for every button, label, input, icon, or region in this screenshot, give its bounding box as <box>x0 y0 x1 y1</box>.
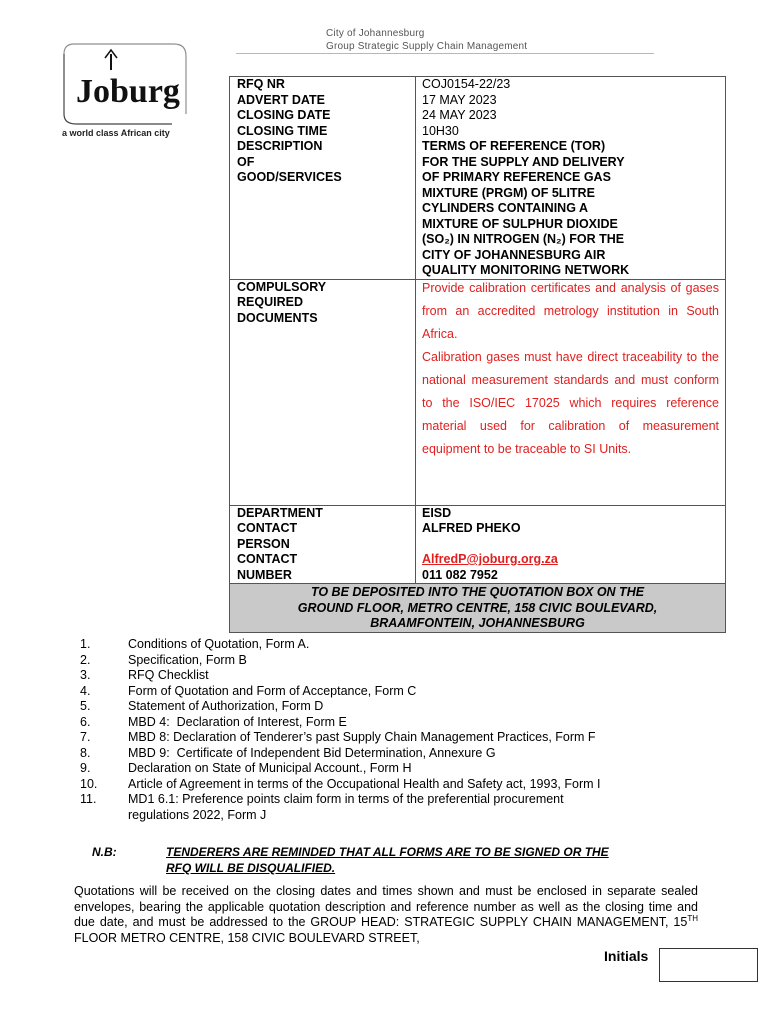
header-divider <box>236 53 654 54</box>
rfq-number-row <box>230 77 725 93</box>
description-line: TERMS OF REFERENCE (TOR) <box>422 139 606 153</box>
list-item-text: Specification, Form B <box>128 652 247 667</box>
department-label: DEPARTMENT <box>230 506 416 522</box>
list-item-text: Declaration on State of Municipal Account., Form H <box>128 761 412 775</box>
closing-date-label: CLOSING DATE <box>230 108 416 124</box>
nb-line: TENDERERS ARE REMINDED THAT ALL FORMS ARE TO BE SIGNED OR THE <box>166 845 609 859</box>
deposit-line: BRAAMFONTEIN, JOHANNESBURG <box>370 616 585 630</box>
list-item-text: RFQ Checklist <box>128 668 209 682</box>
list-item-text: MBD 9: Certificate of Independent Bid Determination, Annexure G <box>128 745 496 760</box>
documents-paragraph: Calibration gases must have direct traceability to the national measurement standards and must conform to the ISO/IEC 17025 which requires reference material used for calibration of measurement equipment to be traceable to SI Units. <box>422 349 719 456</box>
header-city-name: City of Johannesburg <box>326 28 425 39</box>
rfq-number-value: COJ0154-22/23 <box>422 77 511 91</box>
list-item-number: 11. <box>80 792 97 806</box>
required-documents-row <box>230 279 725 505</box>
documents-paragraph: Provide calibration certificates and analysis of gases from an accredited metrology institution in South Africa. <box>422 280 719 341</box>
list-item <box>80 730 688 746</box>
list-item-text: MBD 8: Declaration of Tenderer’s past Supply Chain Management Practices, Form F <box>128 730 596 744</box>
rfq-number-label: RFQ NR <box>230 77 416 93</box>
nb-notice <box>92 845 666 876</box>
department-row <box>230 505 725 522</box>
deposit-line: TO BE DEPOSITED INTO THE QUOTATION BOX ON THE <box>310 585 645 599</box>
paragraph-text-continued: FLOOR METRO CENTRE, 158 CIVIC BOULEVARD STREET, <box>74 930 420 945</box>
deposit-line: GROUND FLOOR, METRO CENTRE, 158 CIVIC BOULEVARD, <box>297 600 658 615</box>
description-line: (SO₂) IN NITROGEN (N₂) FOR THE <box>422 232 625 246</box>
closing-time-row <box>230 124 725 140</box>
list-item-number: 5. <box>80 699 91 713</box>
contact-person-label <box>230 521 416 552</box>
contact-person-row <box>230 521 725 552</box>
closing-date-row <box>230 108 725 124</box>
list-item-text: Conditions of Quotation, Form A. <box>128 637 310 651</box>
list-item-number: 9. <box>80 761 91 775</box>
logo-tagline: a world class African city <box>62 128 170 138</box>
description-label <box>230 139 416 279</box>
list-item <box>80 637 688 653</box>
list-item-line: MD1 6.1: Preference points claim form in terms of the preferential procurement <box>128 792 564 806</box>
required-documents-label <box>230 280 416 505</box>
nb-line: RFQ WILL BE DISQUALIFIED. <box>166 860 336 875</box>
description-line: MIXTURE (PRGM) OF 5LITRE <box>422 185 595 200</box>
list-item-text: Article of Agreement in terms of the Occupational Health and Safety act, 1993, Form I <box>128 776 601 791</box>
advert-date-value: 17 MAY 2023 <box>422 92 497 107</box>
list-item-text: Statement of Authorization, Form D <box>128 699 324 713</box>
description-value <box>416 139 725 279</box>
required-documents-value <box>416 280 725 505</box>
list-item <box>80 777 688 793</box>
list-item-number: 2. <box>80 652 91 667</box>
documents-label-line: REQUIRED <box>237 295 303 309</box>
required-forms-list <box>80 637 688 823</box>
contact-number-row <box>230 552 725 583</box>
list-item-text: MBD 4: Declaration of Interest, Form E <box>128 714 347 729</box>
advert-date-label: ADVERT DATE <box>230 93 416 109</box>
documents-label-line: COMPULSORY <box>237 279 327 294</box>
description-label-line: DESCRIPTION <box>237 139 323 153</box>
list-item <box>80 792 688 823</box>
list-item <box>80 699 688 715</box>
contact-email-link[interactable]: AlfredP@joburg.org.za <box>422 552 558 566</box>
contact-number-value <box>416 552 725 583</box>
closing-time-label: CLOSING TIME <box>230 124 416 140</box>
list-item <box>80 668 688 684</box>
list-item-number: 3. <box>80 668 91 682</box>
list-item <box>80 653 688 669</box>
list-item-number: 6. <box>80 714 91 729</box>
rfq-summary-table <box>229 76 726 633</box>
header-organization <box>326 27 527 53</box>
list-item <box>80 684 688 700</box>
description-line: FOR THE SUPPLY AND DELIVERY <box>422 154 625 169</box>
paragraph-text: Quotations will be received on the closing dates and times shown and must be enclosed in separate sealed envelopes, bearing the applicable quotation description and reference number as well as the closing time and due date, and must be addressed to the GROUP HEAD: STRATEGIC SUPPLY CHAIN MANAGEMENT, 15 <box>74 884 698 929</box>
list-item <box>80 715 688 731</box>
nb-text <box>166 845 666 876</box>
contact-person-label-line: CONTACT <box>237 521 298 535</box>
closing-time-value: 10H30 <box>422 123 459 138</box>
list-item-number: 7. <box>80 730 91 744</box>
list-item-number: 10. <box>80 776 98 791</box>
contact-phone: 011 082 7952 <box>422 567 498 582</box>
documents-label-line: DOCUMENTS <box>237 310 318 325</box>
description-line: OF PRIMARY REFERENCE GAS <box>422 170 611 184</box>
description-row <box>230 139 725 279</box>
description-label-line: OF <box>237 154 255 169</box>
list-item-line: regulations 2022, Form J <box>128 807 267 822</box>
list-item <box>80 746 688 762</box>
description-label-line: GOOD/SERVICES <box>237 170 342 184</box>
initials-label: Initials <box>604 948 649 964</box>
contact-person-label-line: PERSON <box>237 536 290 551</box>
nb-label: N.B: <box>92 845 117 859</box>
list-item-number: 8. <box>80 745 91 760</box>
submission-paragraph <box>74 884 698 946</box>
logo-wordmark: Joburg <box>76 73 180 110</box>
deposit-instructions <box>230 583 725 632</box>
initials-box[interactable] <box>659 948 758 982</box>
description-line: CYLINDERS CONTAINING A <box>422 201 588 215</box>
description-line: CITY OF JOHANNESBURG AIR <box>422 247 606 262</box>
list-item <box>80 761 688 777</box>
contact-person-value: ALFRED PHEKO <box>422 521 521 535</box>
list-item-number: 4. <box>80 683 91 698</box>
contact-number-label <box>230 552 416 583</box>
list-item-text: Form of Quotation and Form of Acceptance, Form C <box>128 683 417 698</box>
closing-date-value: 24 MAY 2023 <box>422 108 497 122</box>
header-department-name: Group Strategic Supply Chain Management <box>326 41 528 52</box>
paragraph-superscript: TH <box>687 913 698 923</box>
contact-number-label-line: CONTACT <box>237 552 298 566</box>
list-item-number: 1. <box>80 637 91 651</box>
description-line: QUALITY MONITORING NETWORK <box>422 263 630 277</box>
list-item-text <box>128 792 688 823</box>
department-value: EISD <box>422 505 452 520</box>
description-line: MIXTURE OF SULPHUR DIOXIDE <box>422 216 618 231</box>
advert-date-row <box>230 93 725 109</box>
joburg-logo <box>62 40 188 142</box>
contact-number-label-line: NUMBER <box>237 567 292 582</box>
